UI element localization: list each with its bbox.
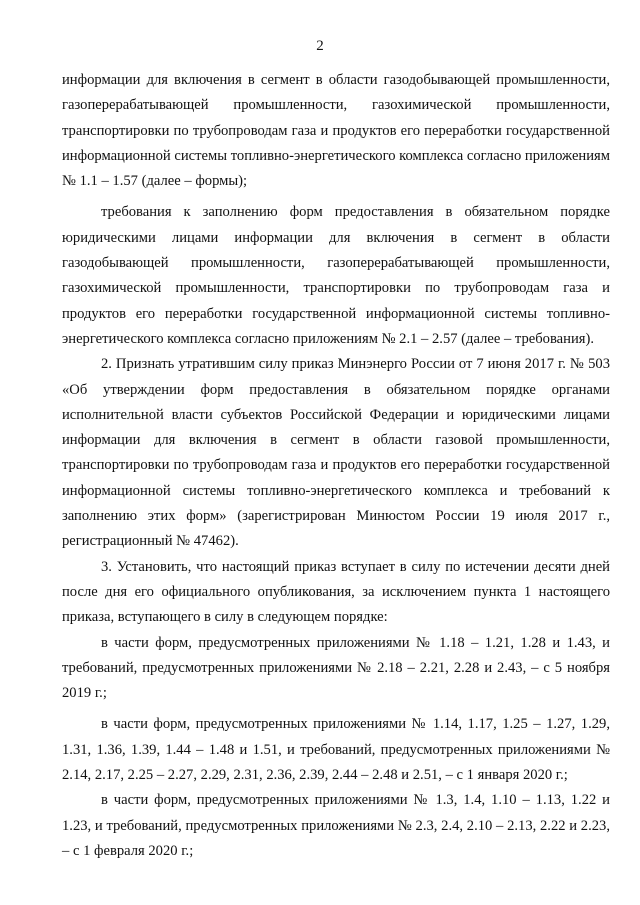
paragraph-effective-jan-2020: в части форм, предусмотренных приложениями № 1.14, 1.17, 1.25 – 1.27, 1.29, 1.31, 1.36, 1.39, 1.44 – 1.48 и 1.51, и требований, предусмотренных приложениями № 2.14, 2.17, 2.25 – 2.27, 2.29, 2.31, 2.36, 2.39, 2.44 – 2.48 и 2.51, – с 1 января 2020 г.; <box>62 716 610 784</box>
document-body <box>62 68 610 864</box>
paragraph-item-3: 3. Установить, что настоящий приказ вступает в силу по истечении десяти дней после дня его официального опубликования, за исключением пункта 1 настоящего приказа, вступающего в силу в следующем порядке: <box>62 558 610 626</box>
paragraph-effective-nov-2019: в части форм, предусмотренных приложениями № 1.18 – 1.21, 1.28 и 1.43, и требований, предусмотренных приложениями № 2.18 – 2.21, 2.28 и 2.43, – с 5 ноября 2019 г.; <box>62 634 610 702</box>
page-number: 2 <box>316 38 324 54</box>
paragraph-requirements: требования к заполнению форм предоставления в обязательном порядке юридическими лицами информации для включения в сегмент в области газодобывающей промышленности, газоперерабатывающей промышленности, газохимической промышленности, транспортировки по трубопроводам газа и продуктов его переработки государственной информационной системы топливно-энергетического комплекса согласно приложениям № 2.1 – 2.57 (далее – требования). <box>62 204 610 347</box>
paragraph-forms-list: информации для включения в сегмент в области газодобывающей промышленности, газоперерабатывающей промышленности, газохимической промышленности, транспортировки по трубопроводам газа и продуктов его переработки государственной информационной системы топливно-энергетического комплекса согласно приложениям № 1.1 – 1.57 (далее – формы); <box>62 72 610 190</box>
paragraph-item-2: 2. Признать утратившим силу приказ Минэнерго России от 7 июня 2017 г. № 503 «Об утверждении форм предоставления в обязательном порядке органами исполнительной власти субъектов Российской Федерации и юридическими лицами информации для включения в сегмент в области газовой промышленности, транспортировки по трубопроводам газа и продуктов его переработки государственной информационной системы топливно-энергетического комплекса и требований к заполнению этих форм» (зарегистрирован Минюстом России 19 июля 2017 г., регистрационный № 47462). <box>62 356 610 550</box>
paragraph-effective-feb-2020: в части форм, предусмотренных приложениями № 1.3, 1.4, 1.10 – 1.13, 1.22 и 1.23, и требований, предусмотренных приложениями № 2.3, 2.4, 2.10 – 2.13, 2.22 и 2.23, – с 1 февраля 2020 г.; <box>62 792 610 859</box>
